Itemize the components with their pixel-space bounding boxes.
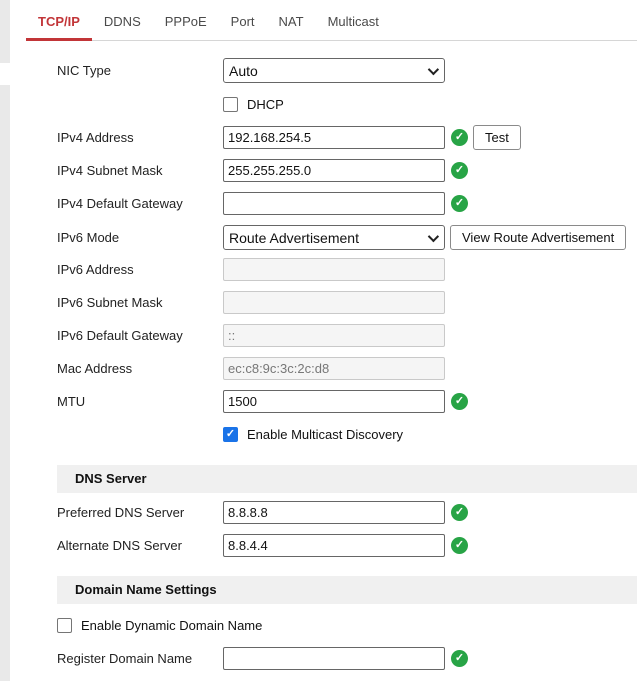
enable-multicast-discovery-label: Enable Multicast Discovery [247,426,404,442]
nic-type-label: NIC Type [57,63,111,78]
tab-pppoe[interactable]: PPPoE [164,14,207,29]
tab-tcpip[interactable]: TCP/IP [26,0,92,40]
ipv6-subnet-mask-input [223,291,445,314]
register-domain-name-input[interactable] [223,647,445,670]
ipv4-address-label: IPv4 Address [57,130,134,145]
enable-dynamic-domain-name-checkbox[interactable] [57,618,72,633]
dhcp-label: DHCP [247,96,284,112]
valid-check-icon [451,129,468,146]
enable-multicast-discovery-checkbox[interactable] [223,427,238,442]
ipv4-subnet-mask-row [57,159,637,182]
dhcp-row [223,96,637,112]
ipv6-mode-row [57,225,637,250]
mac-address-input [223,357,445,380]
tcpip-settings-form [57,41,637,670]
ipv6-address-input [223,258,445,281]
nic-type-row [57,58,637,83]
alternate-dns-label: Alternate DNS Server [57,538,182,553]
mtu-label: MTU [57,394,86,409]
tab-ddns[interactable]: DDNS [103,14,141,29]
register-domain-name-row [57,647,637,670]
valid-check-icon [451,650,468,667]
ipv6-default-gateway-label: IPv6 Default Gateway [57,328,183,343]
mac-address-row [57,357,637,380]
ipv4-address-row [57,126,637,149]
mac-address-label: Mac Address [57,361,133,376]
ipv6-subnet-mask-row [57,291,637,314]
valid-check-icon [451,393,468,410]
ipv6-mode-select[interactable] [223,225,445,250]
test-button[interactable]: Test [473,125,521,150]
enable-dynamic-domain-name-label: Enable Dynamic Domain Name [81,617,263,633]
ipv6-default-gateway-row [57,324,637,347]
valid-check-icon [451,504,468,521]
enable-dynamic-domain-name-row [57,617,637,633]
enable-multicast-discovery-row [223,426,637,442]
ipv4-default-gateway-row [57,192,637,215]
settings-tabbar [26,0,637,41]
dhcp-checkbox[interactable] [223,97,238,112]
valid-check-icon [451,162,468,179]
sidebar-edge-top [0,0,10,63]
ipv4-subnet-mask-label: IPv4 Subnet Mask [57,163,163,178]
chevron-down-icon [428,63,439,74]
view-route-advertisement-button[interactable]: View Route Advertisement [450,225,626,250]
ipv6-address-label: IPv6 Address [57,262,134,277]
nic-type-select[interactable] [223,58,445,83]
ipv4-default-gateway-input[interactable] [223,192,445,215]
preferred-dns-label: Preferred DNS Server [57,505,185,520]
domain-name-settings-section-header: Domain Name Settings [57,576,637,604]
ipv6-mode-selected-value: Route Advertisement [229,229,359,246]
ipv6-default-gateway-input [223,324,445,347]
ipv4-address-input[interactable] [223,126,445,149]
tab-multicast[interactable]: Multicast [327,14,379,29]
mtu-row [57,390,637,413]
dns-server-section-header: DNS Server [57,465,637,493]
alternate-dns-row [57,534,637,557]
ipv4-subnet-mask-input[interactable] [223,159,445,182]
ipv6-address-row [57,258,637,281]
preferred-dns-row [57,501,637,524]
register-domain-name-label: Register Domain Name [57,651,193,666]
sidebar-edge-bottom [0,85,10,681]
ipv6-mode-label: IPv6 Mode [57,230,120,245]
ipv4-default-gateway-label: IPv4 Default Gateway [57,196,183,211]
valid-check-icon [451,195,468,212]
preferred-dns-input[interactable] [223,501,445,524]
chevron-down-icon [428,230,439,241]
mtu-input[interactable] [223,390,445,413]
tab-nat[interactable]: NAT [278,14,304,29]
valid-check-icon [451,537,468,554]
alternate-dns-input[interactable] [223,534,445,557]
nic-type-selected-value: Auto [229,62,258,79]
tab-port[interactable]: Port [230,14,255,29]
ipv6-subnet-mask-label: IPv6 Subnet Mask [57,295,163,310]
